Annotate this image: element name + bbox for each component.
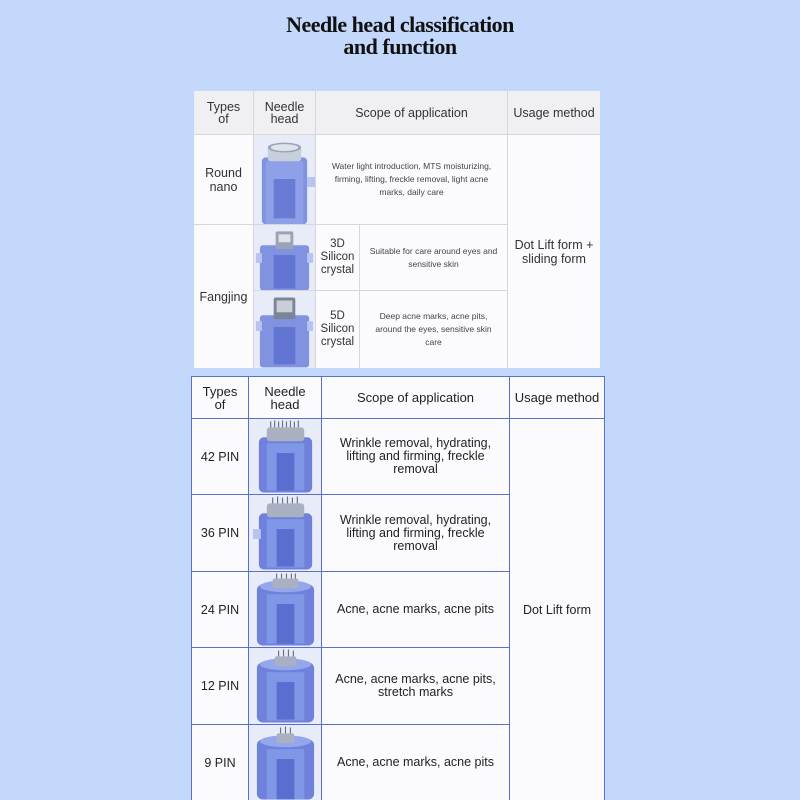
needle-cartridge-icon <box>249 419 321 495</box>
page-title-line2: and function <box>343 34 457 59</box>
needle-cartridge-icon <box>249 725 321 800</box>
scope-24-pin: Acne, acne marks, acne pits <box>322 572 510 648</box>
scope-42-pin: Wrinkle removal, hydrating, lifting and firming, freckle removal <box>322 419 510 495</box>
subtype-3d: 3D Silicon crystal <box>316 225 360 291</box>
needle-image-9-pin <box>249 725 322 800</box>
type-36-pin: 36 PIN <box>191 495 249 572</box>
needle-image-42-pin <box>249 419 322 495</box>
type-24-pin: 24 PIN <box>191 572 249 648</box>
needle-image-3d <box>254 225 316 291</box>
header-needle: Needle head <box>254 91 316 135</box>
needle-image-round-nano <box>254 135 316 225</box>
usage-method-nano: Dot Lift form + sliding form <box>508 135 600 368</box>
type-12-pin: 12 PIN <box>191 648 249 725</box>
needle-cartridge-icon <box>249 572 321 648</box>
usage-method-pin: Dot Lift form <box>510 419 605 800</box>
pin-table <box>191 376 605 800</box>
header-scope: Scope of application <box>322 376 510 419</box>
scope-5d: Deep acne marks, acne pits, around the eyes, sensitive skin care <box>360 291 508 368</box>
needle-image-5d <box>254 291 316 368</box>
scope-9-pin: Acne, acne marks, acne pits <box>322 725 510 800</box>
scope-round-nano: Water light introduction, MTS moisturizing, firming, lifting, freckle removal, light acne marks, daily care <box>316 135 508 225</box>
type-fangjing: Fangjing <box>194 225 254 368</box>
type-9-pin: 9 PIN <box>191 725 249 800</box>
needle-image-36-pin <box>249 495 322 572</box>
page-title-line1: Needle head classification <box>286 12 514 37</box>
needle-cartridge-icon <box>254 291 315 368</box>
needle-cartridge-icon <box>249 495 321 572</box>
nano-table <box>194 91 600 368</box>
scope-3d: Suitable for care around eyes and sensitive skin <box>360 225 508 291</box>
header-usage: Usage method <box>508 91 600 135</box>
header-usage: Usage method <box>510 376 605 419</box>
scope-36-pin: Wrinkle removal, hydrating, lifting and firming, freckle removal <box>322 495 510 572</box>
needle-cartridge-icon <box>254 135 315 225</box>
needle-cartridge-icon <box>254 225 315 291</box>
page-title <box>0 14 800 58</box>
header-types: Types of <box>191 376 249 419</box>
header-scope: Scope of application <box>316 91 508 135</box>
subtype-5d: 5D Silicon crystal <box>316 291 360 368</box>
header-needle: Needle head <box>249 376 322 419</box>
type-42-pin: 42 PIN <box>191 419 249 495</box>
needle-image-12-pin <box>249 648 322 725</box>
needle-image-24-pin <box>249 572 322 648</box>
type-round-nano: Round nano <box>194 135 254 225</box>
header-types: Types of <box>194 91 254 135</box>
scope-12-pin: Acne, acne marks, acne pits, stretch marks <box>322 648 510 725</box>
needle-cartridge-icon <box>249 648 321 725</box>
